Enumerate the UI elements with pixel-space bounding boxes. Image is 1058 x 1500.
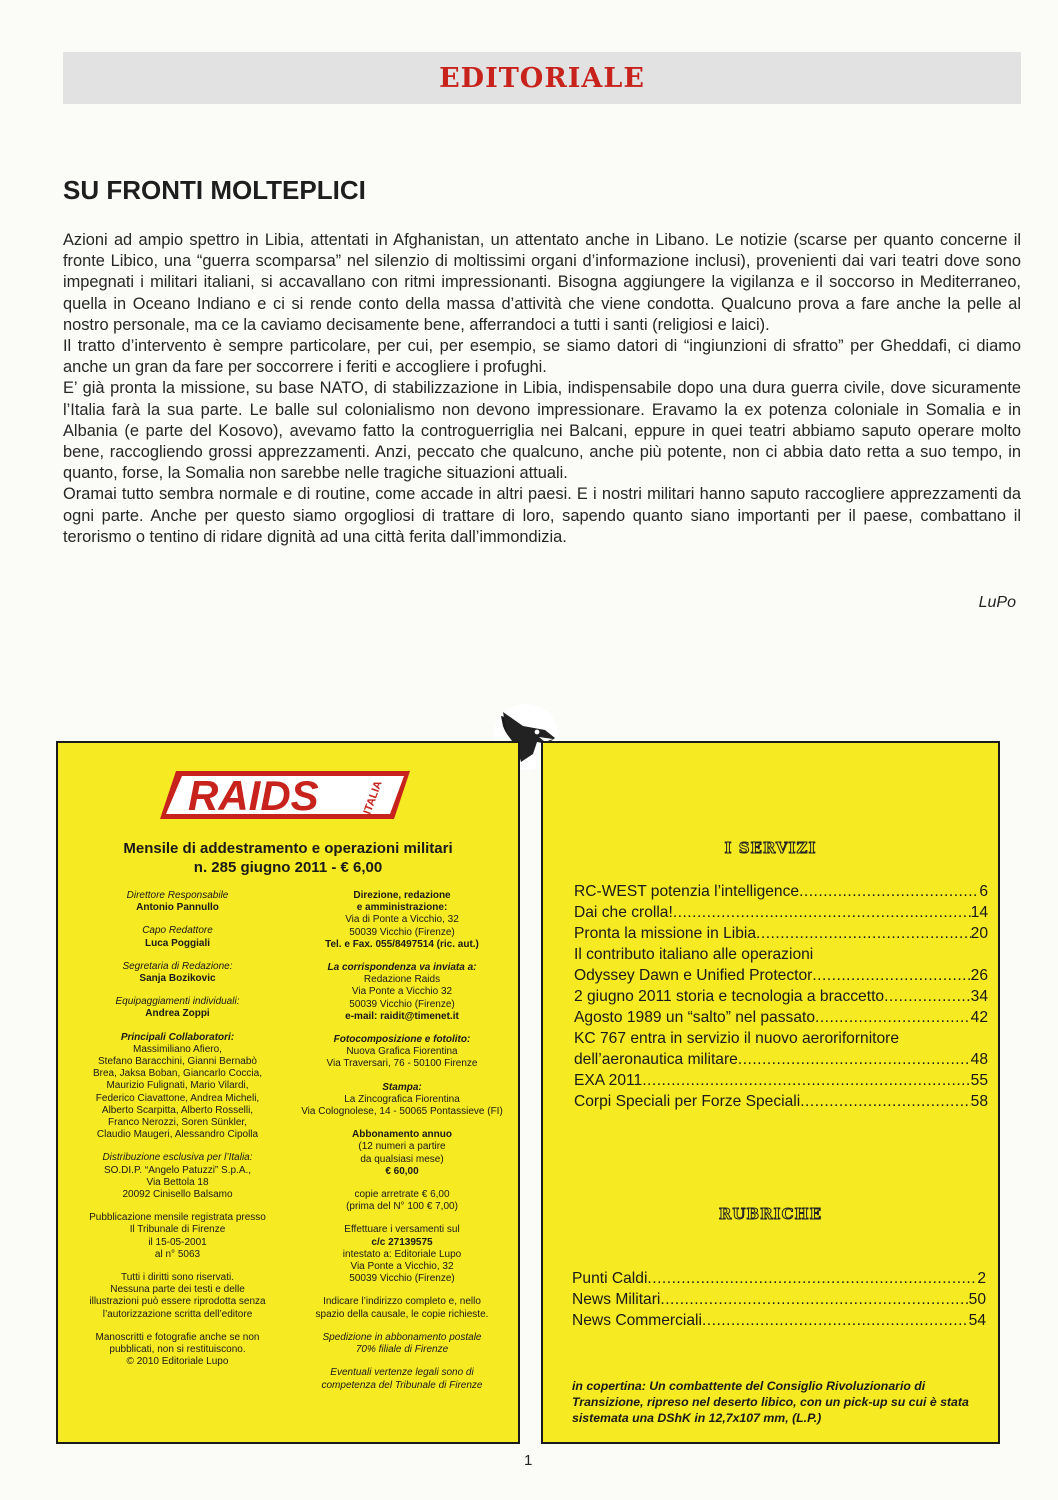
raids-logo: [158, 763, 418, 827]
toc-title: EXA 2011: [574, 1072, 643, 1089]
credit-extra: € 60,00: [385, 1165, 419, 1177]
rubriche-heading: [543, 1205, 998, 1224]
toc-page: 14: [970, 904, 988, 921]
credit-value: Sanja Bozikovic: [139, 973, 216, 985]
servizi-list: [574, 881, 988, 1112]
toc-title: Punti Caldi: [572, 1270, 648, 1287]
article-paragraph: E’ già pronta la missione, su base NATO, di stabilizzazione in Libia, indispensabile dopo una dura guerra civile, dove sicuramente l’Italia farà la sua parte. Le balle sul colonialismo non devono impressionare. Eravamo la ex potenza coloniale in Somalia e in Albania (e parte del Kosovo), avevamo fatto la controguerriglia nei Balcani, eppure in quei teatri abbiamo saputo operare molto bene, raccogliendo grossi apprezzamenti. Anzi, peccato che qualcuno, anche più potente, non ci abbia dato retta a suo tempo, in quanto, forse, la Somalia non sarebbe nelle tragiche situazioni attuali.: [63, 379, 1021, 483]
cover-caption: in copertina: Un combattente del Consiglio Rivoluzionario di Transizione, ripreso nel deserto libico, con un pick-up su cui è stata sistemata una DShK in 12,7x107 mm, (L.P.): [572, 1379, 969, 1425]
article-paragraph: Oramai tutto sembra normale e di routine, come accade in altri paesi. E i nostri militari hanno saputo raccogliere apprezzamenti da ogni parte. Anche per questo siamo orgogliosi di trattare di loro, sapendo quanto siano importanti per il paese, combattano il terorismo o tentino di ridare dignità ad una città ferita dall’immondizia.: [63, 485, 1021, 546]
credit-label: Direzione, redazione e amministrazione:: [353, 890, 451, 914]
toc-pre: Il contributo italiano alle operazioni: [574, 946, 814, 963]
credit-label: Effettuare i versamenti sul: [344, 1224, 460, 1236]
toc-entry[interactable]: [574, 902, 988, 923]
credit-label: Distribuzione esclusiva per l’Italia:: [102, 1152, 253, 1164]
rubriche-list: [572, 1268, 986, 1331]
credit-value: intestato a: Editoriale Lupo Via Ponte a Vicchio, 32 50039 Vicchio (Firenze): [342, 1248, 462, 1285]
toc-entry[interactable]: [574, 1070, 988, 1091]
credit-value: Nuova Grafica Fiorentina Via Traversari, 76 - 50100 Firenze: [326, 1046, 478, 1070]
toc-page: 55: [970, 1072, 988, 1089]
toc-page: 6: [979, 883, 988, 900]
toc-page: 58: [970, 1093, 988, 1110]
page-number: 1: [524, 1452, 533, 1469]
toc-title: Odyssey Dawn e Unified Protector: [574, 967, 813, 984]
contents-box: [541, 741, 1000, 1444]
credit-value: La Zincografica Fiorentina Via Colognolese, 14 - 50065 Pontassieve (FI): [301, 1093, 503, 1118]
credit-value: Redazione Raids Via Ponte a Vicchio 32 50039 Vicchio (Firenze): [349, 974, 455, 1010]
toc-page: 2: [977, 1270, 986, 1287]
toc-title: Agosto 1989 un “salto” nel passato: [574, 1009, 815, 1026]
toc-entry[interactable]: [572, 1268, 986, 1289]
toc-entry[interactable]: [574, 1007, 988, 1028]
toc-entry[interactable]: [574, 965, 988, 986]
credit-label: Principali Collaboratori:: [120, 1031, 235, 1043]
credit-label: Capo Redattore: [142, 925, 213, 937]
toc-entry[interactable]: [574, 1049, 988, 1070]
toc-page: 34: [970, 988, 988, 1005]
logo-subtext: ITALIA: [361, 779, 385, 817]
toc-entry[interactable]: [572, 1289, 986, 1310]
toc-entry[interactable]: [574, 881, 988, 902]
toc-title: RC-WEST potenzia l’intelligence: [574, 883, 800, 900]
credit-value: Antonio Pannullo: [136, 902, 219, 914]
credit-value: copie arretrate € 6,00 (prima del N° 100 € 7,00): [346, 1189, 458, 1213]
credit-value: Andrea Zoppi: [145, 1008, 210, 1020]
rubriche-heading-text: RUBRICHE: [718, 1205, 823, 1223]
credit-value: SO.DI.P. “Angelo Patuzzi” S.p.A., Via Bettola 18 20092 Cinisello Balsamo: [103, 1164, 252, 1201]
toc-title: Pronta la missione in Libia: [574, 925, 757, 942]
masthead-right-column: [298, 890, 506, 1403]
credit-label: Fotocomposizione e fotolito:: [333, 1034, 471, 1046]
credit-label: Abbonamento annuo: [352, 1129, 452, 1141]
credit-value: Tutti i diritti sono riservati. Nessuna parte dei testi e delle illustrazioni può essere riprodotta senza l’autorizzazione scritta dell’editore: [89, 1272, 266, 1320]
servizi-heading: [543, 839, 998, 858]
toc-title: Corpi Speciali per Forze Speciali: [574, 1093, 801, 1110]
credit-value: Manoscritti e fotografie anche se non pubblicati, non si restituiscono. © 2010 Editoriale Lupo: [95, 1331, 260, 1368]
article-paragraph: Azioni ad ampio spettro in Libia, attentati in Afghanistan, un attentato anche in Libano. Le notizie (scarse per quanto concerne il fronte Libico, una “guerra scomparsa” nel silenzio di moltissimi organi d’informazione inclusi), provenienti dai vari teatri dove sono impegnati i militari italiani, si accavallano con ritmi impressionanti. Bisogna aggiungere la vigilanza e il soccorso in Mediterraneo, quella in Oceano Indiano e ci si rende conto della massa d’attività che viene condotta. Qualcuno prova a fare anche la pelle al nostro personale, ma ce la caviamo decisamente bene, afferrandoci a tutti i santi (religiosi e laici).: [63, 231, 1021, 334]
section-banner: [63, 52, 1021, 104]
credit-extra: Tel. e Fax. 055/8497514 (ric. aut.): [325, 938, 479, 950]
credit-value: Massimiliano Afiero, Stefano Baracchini, Gianni Bernabò Brea, Jaksa Boban, Giancarlo Coccia, Maurizio Fulignati, Mario Vilardi, Federico Ciavattone, Andrea Micheli, Alberto Scarpitta, Alberto Rosselli, Franco Nerozzi, Soren Sünkler, Claudio Maugeri, Alessandro Cipolla: [93, 1043, 262, 1141]
toc-entry[interactable]: [572, 1310, 986, 1331]
toc-title: Dai che crolla!: [574, 904, 673, 921]
credit-label: La corrispondenza va inviata a:: [327, 962, 477, 974]
credit-label: Spedizione in abbonamento postale 70% filiale di Firenze: [322, 1331, 482, 1356]
issue-info: n. 285 giugno 2011 - € 6,00: [193, 859, 383, 876]
article-title: SU FRONTI MOLTEPLICI: [63, 175, 366, 205]
masthead-left-column: [75, 890, 280, 1380]
credit-extra: e-mail: raidit@timenet.it: [345, 1010, 459, 1022]
article-body: [63, 230, 1021, 548]
credit-label: Stampa:: [382, 1081, 422, 1093]
credit-value: Luca Poggiali: [144, 937, 210, 949]
toc-entry[interactable]: [574, 986, 988, 1007]
masthead-box: [56, 741, 520, 1444]
toc-title: News Militari: [572, 1291, 661, 1308]
servizi-heading-text: I SERVIZI: [724, 839, 817, 857]
toc-page: 20: [970, 925, 988, 942]
magazine-tagline: Mensile di addestramento e operazioni militari: [123, 840, 453, 857]
credit-label: Eventuali vertenze legali sono di competenza del Tribunale di Firenze: [321, 1367, 483, 1391]
toc-pre: KC 767 entra in servizio il nuovo aerorifornitore: [574, 1030, 900, 1047]
credit-label: Direttore Responsabile: [126, 890, 229, 901]
credit-value: Indicare l’indirizzo completo e, nello spazio della causale, le copie richieste.: [315, 1296, 489, 1320]
toc-page: 42: [970, 1009, 988, 1026]
toc-title: dell’aeronautica militare: [574, 1051, 738, 1068]
credit-value: Pubblicazione mensile registrata presso Il Tribunale di Firenze il 15-05-2001 al n° 5063: [89, 1212, 266, 1260]
credit-extra: c/c 27139575: [371, 1236, 433, 1248]
toc-page: 50: [968, 1291, 986, 1308]
toc-page: 26: [970, 967, 988, 984]
credit-value: Via di Ponte a Vicchio, 32 50039 Vicchio (Firenze): [345, 914, 459, 938]
toc-page: 54: [968, 1312, 986, 1329]
article-paragraph: Il tratto d’intervento è sempre particolare, per cui, per esempio, se siamo datori di “ingiunzioni di sfratto” per Gheddafi, ci diamo anche un gran da fare per soccorrere i feriti e accogliere i profughi.: [63, 337, 1021, 377]
logo-text: RAIDS: [188, 772, 319, 819]
credit-label: Segretaria di Redazione:: [122, 960, 233, 972]
toc-page: 48: [970, 1051, 988, 1068]
toc-entry[interactable]: [574, 923, 988, 944]
credit-label: Equipaggiamenti individuali:: [115, 996, 240, 1008]
toc-title: 2 giugno 2011 storia e tecnologia a braccetto: [574, 988, 885, 1005]
credit-value: (12 numeri a partire da qualsiasi mese): [358, 1141, 446, 1165]
section-title: EDITORIALE: [439, 62, 645, 94]
article-signature: LuPo: [978, 594, 1016, 611]
toc-title: News Commerciali: [572, 1312, 702, 1329]
toc-entry[interactable]: [574, 1091, 988, 1112]
